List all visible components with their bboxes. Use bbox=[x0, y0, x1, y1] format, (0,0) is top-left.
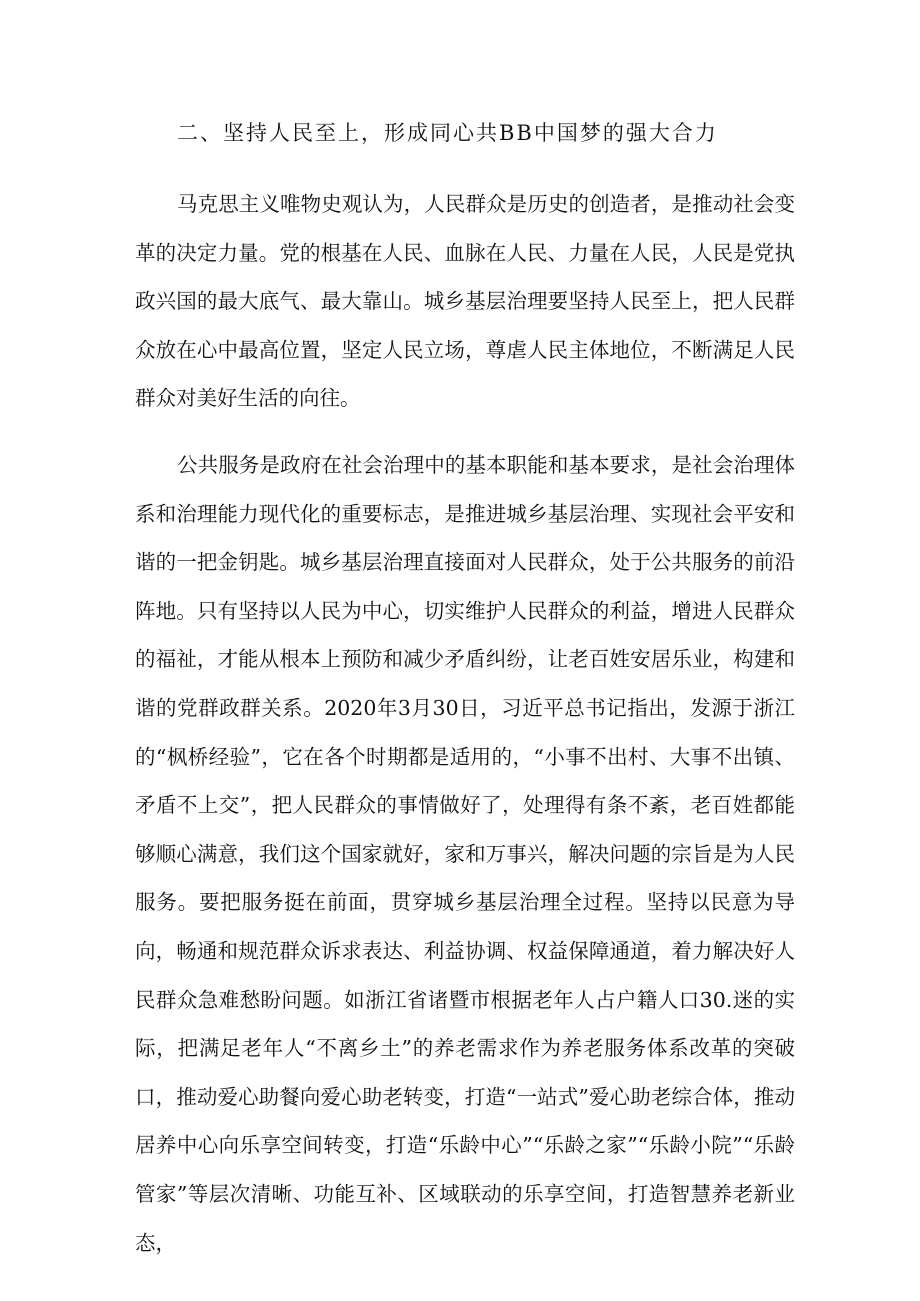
paragraph-2: 公共服务是政府在社会治理中的基本职能和基本要求，是社会治理体系和治理能力现代化的重要标志，是推进城乡基层治理、实现社会平安和谐的一把金钥匙。城乡基层治理直接面对人民群众，处于公共服务的前沿阵地。只有坚持以人民为中心，切实维护人民群众的利益，增进人民群众的福祉，才能从根本上预防和减少矛盾纠纷，让老百姓安居乐业，构建和谐的党群政群关系。2020年3月30日，习近平总书记指出，发源于浙江的“枫桥经验”，它在各个时期都是适用的，“小事不出村、大事不出镇、矛盾不上交”，把人民群众的事情做好了，处理得有条不紊，老百姓都能够顺心满意，我们这个国家就好，家和万事兴，解决问题的宗旨是为人民服务。要把服务挺在前面，贯穿城乡基层治理全过程。坚持以民意为导向，畅通和规范群众诉求表达、利益协调、权益保障通道，着力解决好人民群众急难愁盼问题。如浙江省诸暨市根据老年人占户籍人口30.迷的实际，把满足老年人“不离乡土”的养老需求作为养老服务体系改革的突破口，推动爱心助餐向爱心助老转变，打造“一站式”爱心助老综合体，推动居养中心向乐享空间转变，打造“乐龄中心”“乐龄之家”“乐龄小院”“乐龄管家”等层次清晰、功能互补、区域联动的乐享空间，打造智慧养老新业态， bbox=[135, 453, 795, 1255]
paragraph-1: 马克思主义唯物史观认为，人民群众是历史的创造者，是推动社会变革的决定力量。党的根基在人民、血脉在人民、力量在人民，人民是党执政兴国的最大底气、最大靠山。城乡基层治理要坚持人民至上，把人民群众放在心中最高位置，坚定人民立场，尊虐人民主体地位，不断满足人民群众对美好生活的向往。 bbox=[135, 192, 795, 411]
section-heading: 二、坚持人民至上，形成同心共BB中国梦的强大合力 bbox=[177, 121, 718, 145]
